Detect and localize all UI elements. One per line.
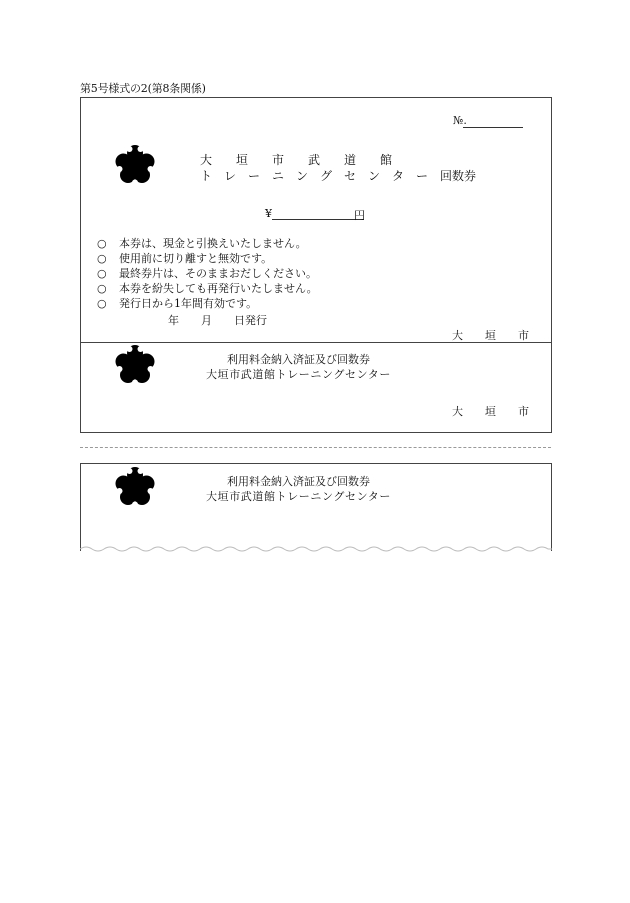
note-item: ○ 使用前に切り離すと無効です。 [97, 252, 273, 265]
city-emblem-icon [113, 143, 157, 187]
torn-edge [80, 545, 552, 553]
circle-bullet-icon: ○ [97, 267, 107, 280]
cut-line [80, 447, 551, 448]
stub-title-line2: 大垣市武道館トレーニングセンター [206, 490, 391, 503]
stub-title-line1: 利用料金納入済証及び回数券 [227, 475, 370, 488]
amount-line [272, 219, 364, 220]
yen-symbol: ¥ [265, 207, 272, 220]
issue-date: 年 月 日発行 [168, 314, 267, 327]
serial-number-line [463, 127, 523, 128]
city-emblem-icon [113, 465, 157, 509]
note-item: ○ 最終券片は、そのままおだしください。 [97, 267, 317, 280]
note-item: ○ 本券は、現金と引換えいたしません。 [97, 237, 307, 250]
stub-issuer-name: 大 垣 市 [452, 405, 529, 418]
issuer-name: 大 垣 市 [452, 329, 529, 342]
circle-bullet-icon: ○ [97, 282, 107, 295]
coupon-title-line2: ト レ ー ニ ン グ セ ン タ ー 回数券 [200, 169, 477, 183]
city-emblem-icon [113, 343, 157, 387]
serial-number-label: №. [453, 114, 467, 127]
coupon-title-line1: 大 垣 市 武 道 館 [200, 153, 393, 167]
yen-label: 円 [354, 209, 365, 222]
note-item: ○ 本券を紛失しても再発行いたしません。 [97, 282, 318, 295]
note-item: ○ 発行日から1年間有効です。 [97, 297, 258, 310]
circle-bullet-icon: ○ [97, 297, 107, 310]
form-title: 第5号様式の2(第8条関係) [80, 82, 206, 95]
notes-list [97, 236, 318, 311]
stub-title-line1: 利用料金納入済証及び回数券 [227, 353, 370, 366]
circle-bullet-icon: ○ [97, 252, 107, 265]
stub-title-line2: 大垣市武道館トレーニングセンター [206, 368, 391, 381]
circle-bullet-icon: ○ [97, 237, 107, 250]
